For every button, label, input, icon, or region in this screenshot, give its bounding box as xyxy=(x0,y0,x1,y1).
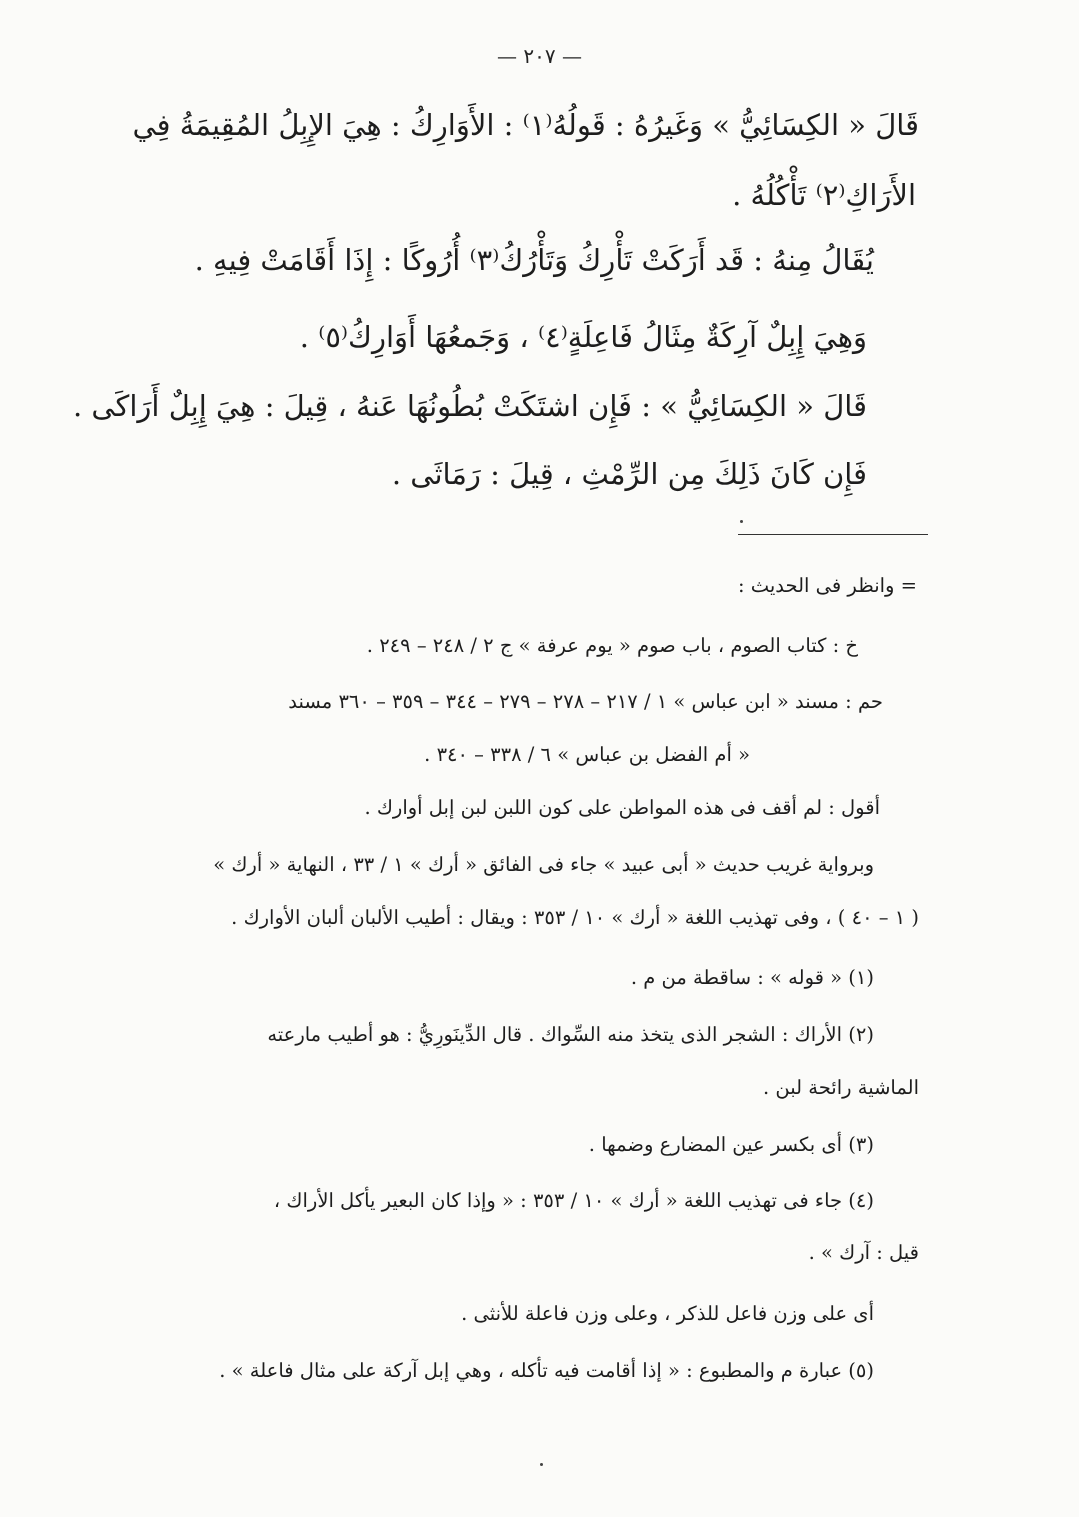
note-line-10: الماشية رائحة لبن . xyxy=(762,1076,919,1099)
note-line-14: أى على وزن فاعل للذكر ، وعلى وزن فاعلة للأنثى . xyxy=(461,1302,874,1325)
note-line-9: (٢) الأراك : الشجر الذى يتخذ منه السِّواك . قال الدِّينَورِيُّ : هو أطيب مارعته xyxy=(267,1023,874,1046)
note-line-1: = وانظر فى الحديث : xyxy=(737,574,917,597)
note-line-6: وبرواية غريب حديث « أبى عبيد » جاء فى الفائق « أرك » ١ / ٣٣ ، النهاية « أرك » xyxy=(213,853,874,876)
note-line-5: أقول : لم أقف فى هذه المواطن على كون اللبن لبن إبل أوارك . xyxy=(364,796,880,819)
note-line-11: (٣) أى بكسر عين المضارع وضمها . xyxy=(588,1133,874,1156)
ink-dot xyxy=(740,520,743,523)
page-number: — ٢٠٧ — xyxy=(497,44,582,68)
note-line-3: حم : مسند « ابن عباس » ١ / ٢١٧ – ٢٧٨ – ٢٧٩ – ٣٤٤ – ٣٥٩ – ٣٦٠ مسند xyxy=(288,690,883,713)
note-line-4: « أم الفضل بن عباس » ٦ / ٣٣٨ – ٣٤٠ . xyxy=(424,743,750,766)
note-line-7: ( ١ – ٤٠ ) ، وفى تهذيب اللغة « أرك » ١٠ / ٣٥٣ : ويقال : أطيب الألبان ألبان الأوارك . xyxy=(231,906,919,929)
note-line-2: خ : كتاب الصوم ، باب صوم « يوم عرفة » ج ٢ / ٢٤٨ – ٢٤٩ . xyxy=(366,634,858,657)
main-line-2: الأَرَاكِ⁽٢⁾ تَأْكُلُهُ . xyxy=(732,178,916,212)
note-line-15: (٥) عبارة م والمطبوع : « إذا أقامت فيه تأكله ، وهي إبل آركة على مثال فاعلة » . xyxy=(219,1359,874,1382)
ink-dot xyxy=(540,1463,543,1466)
footnote-separator xyxy=(738,534,928,535)
main-line-4: وَهِيَ إِبِلٌ آرِكَةٌ مِثَالُ فَاعِلَةٍ⁽٤⁾ ، وَجَمعُهَا أَوَارِكُ⁽٥⁾ . xyxy=(299,320,867,354)
main-line-3: يُقَالُ مِنهُ : قَد أَرَكَتْ تَأْرِكُ وَتَأْرُكُ⁽٣⁾ أُرُوكًا : إِذَا أَقَامَتْ فِيهِ . xyxy=(194,243,874,277)
note-line-13: قيل : آرك » . xyxy=(808,1241,919,1264)
main-line-6: فَإِن كَانَ ذَلِكَ مِن الرِّمْثِ ، قِيلَ : رَمَاثَى . xyxy=(391,457,867,491)
note-line-12: (٤) جاء فى تهذيب اللغة « أرك » ١٠ / ٣٥٣ : « وإذا كان البعير يأكل الأراك ، xyxy=(273,1189,874,1212)
main-line-5: قَالَ « الكِسَائِيُّ » : فَإِن اشتَكَتْ بُطُونُهَا عَنهُ ، قِيلَ : هِيَ إِبِلٌ أَرَاكَى . xyxy=(72,389,867,423)
note-line-8: (١) « قوله » : ساقطة من م . xyxy=(630,966,874,989)
main-line-1: قَالَ « الكِسَائِيُّ » وَغَيرُهُ : قَولُهُ⁽١⁾ : الأَوَارِكُ : هِيَ الإِبِلُ المُقِيمَةُ فِي xyxy=(132,108,919,142)
